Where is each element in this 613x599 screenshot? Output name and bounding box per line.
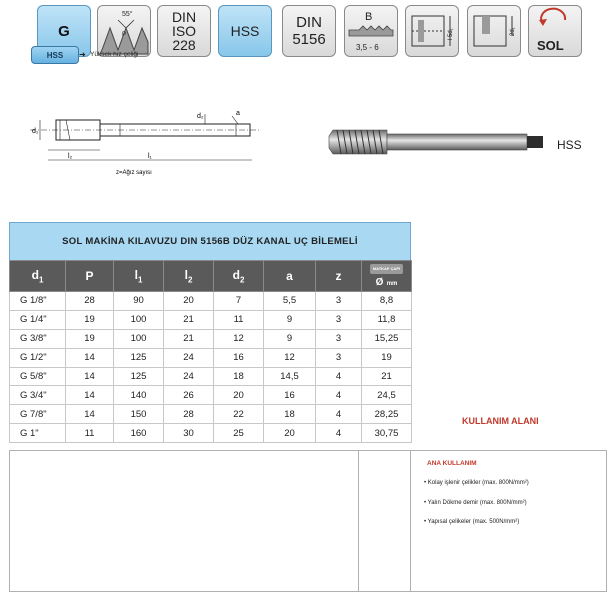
chamfer-form-icon (344, 5, 398, 57)
table-cell: 18 (264, 405, 316, 424)
usage-item: • Yapısal çelikeler (max. 500N/mm²) (424, 519, 520, 525)
table-cell: 19 (66, 329, 114, 348)
thread-angle-label: 55° (122, 11, 133, 18)
tap-product-image (327, 124, 545, 160)
table-cell: 20 (164, 292, 214, 311)
chamfer-letter: B (365, 11, 373, 23)
table-row (10, 424, 412, 443)
table-cell: 3 (316, 329, 362, 348)
table-cell: 25 (214, 424, 264, 443)
thread-type-label: G (58, 22, 70, 40)
direction-label: SOL (537, 38, 564, 53)
table-cell: 28 (66, 292, 114, 311)
table-cell: 22 (214, 405, 264, 424)
label-d2: d₂ (197, 113, 204, 120)
table-cell: 14,5 (264, 367, 316, 386)
table-cell: 30,75 (362, 424, 412, 443)
label-l2: l₂ (68, 153, 73, 160)
tap-spec-table (9, 222, 411, 443)
din-iso-228-icon (157, 5, 211, 57)
tolerance-1-icon (405, 5, 459, 57)
table-cell: 5,5 (264, 292, 316, 311)
header-l1: $l_1$ (114, 261, 164, 292)
material-label: HSS (230, 23, 260, 39)
table-cell: 28 (164, 405, 214, 424)
standard-2-line2: 5156 (292, 31, 326, 48)
table-cell: 100 (114, 310, 164, 329)
table-cell: G 1" (10, 424, 66, 443)
legend-hss-badge: HSS (31, 46, 79, 64)
table-cell: G 3/4" (10, 386, 66, 405)
table-cell: 12 (264, 348, 316, 367)
tolerance-1-label: l 5d₁ (448, 28, 454, 40)
table-row (10, 367, 412, 386)
standard-1-line2: ISO (171, 23, 197, 39)
table-cell: 4 (316, 405, 362, 424)
spec-grid (9, 260, 412, 443)
table-header-row (10, 261, 412, 292)
table-cell: 14 (66, 367, 114, 386)
table-cell: 24,5 (362, 386, 412, 405)
table-cell: 20 (264, 424, 316, 443)
header-a: a (264, 261, 316, 292)
header-drill-diameter: MATKAP ÇAPI Ø mm (362, 261, 412, 292)
usage-item: • Yalın Dökme demir (max. 800N/mm²) (424, 500, 527, 506)
label-d1: d₁ (32, 128, 39, 135)
table-cell: 19 (66, 310, 114, 329)
table-cell: 11,8 (362, 310, 412, 329)
photo-material-label: HSS (557, 138, 582, 152)
table-cell: 3 (316, 292, 362, 311)
table-cell: 125 (114, 348, 164, 367)
table-cell: 12 (214, 329, 264, 348)
table-cell: 19 (362, 348, 412, 367)
header-d2: $d_2$ (214, 261, 264, 292)
thread-profile-letter: P (122, 32, 127, 38)
legend-description: Yüksek hız çeliği (90, 51, 139, 58)
table-cell: 125 (114, 367, 164, 386)
standard-2-line1: DIN (296, 14, 322, 31)
din-5156-icon (282, 5, 336, 57)
table-cell: 3 (316, 348, 362, 367)
header-d1: $d_1$ (10, 261, 66, 292)
table-cell: 21 (362, 367, 412, 386)
tap-dimension-drawing (20, 106, 270, 184)
main-use-title: ANA KULLANIM (427, 460, 477, 467)
table-cell: 14 (66, 386, 114, 405)
header-l2: $l_2$ (164, 261, 214, 292)
table-cell: 9 (264, 310, 316, 329)
table-cell: 21 (164, 329, 214, 348)
table-row (10, 292, 412, 311)
table-cell: 24 (164, 348, 214, 367)
table-cell: 28,25 (362, 405, 412, 424)
table-cell: G 3/8" (10, 329, 66, 348)
table-cell: 15,25 (362, 329, 412, 348)
table-cell: 21 (164, 310, 214, 329)
usage-title: KULLANIM ALANI (462, 416, 539, 426)
hss-material-icon (218, 5, 272, 57)
label-l1: l₁ (148, 153, 152, 160)
table-cell: 11 (66, 424, 114, 443)
table-cell: G 1/4" (10, 310, 66, 329)
table-cell: 3 (316, 310, 362, 329)
table-cell: 30 (164, 424, 214, 443)
standard-1-line3: 228 (172, 37, 196, 53)
table-cell: G 1/8" (10, 292, 66, 311)
table-cell: 14 (66, 405, 114, 424)
table-cell: G 1/2" (10, 348, 66, 367)
table-cell: 16 (214, 348, 264, 367)
table-cell: 150 (114, 405, 164, 424)
table-cell: 4 (316, 424, 362, 443)
flute-note: z=Ağız sayısı (116, 170, 152, 176)
table-cell: G 5/8" (10, 367, 66, 386)
table-cell: 14 (66, 348, 114, 367)
standard-1-line1: DIN (171, 9, 197, 25)
table-row (10, 329, 412, 348)
table-cell: 160 (114, 424, 164, 443)
tolerance-2-icon (467, 5, 521, 57)
table-row (10, 310, 412, 329)
table-cell: 7 (214, 292, 264, 311)
table-title: SOL MAKİNA KILAVUZU DIN 5156B DÜZ KANAL UÇ BİLEMELİ (9, 222, 411, 260)
header-z: z (316, 261, 362, 292)
table-cell: 4 (316, 367, 362, 386)
usage-item: • Kolay işlenir çelikler (max. 800N/mm²) (424, 480, 529, 486)
thread-profile-icon (97, 5, 151, 57)
left-hand-direction-icon (528, 5, 582, 57)
table-cell: 11 (214, 310, 264, 329)
table-cell: 90 (114, 292, 164, 311)
table-cell: 20 (214, 386, 264, 405)
table-cell: 4 (316, 386, 362, 405)
table-cell: 100 (114, 329, 164, 348)
chamfer-range: 3,5 - 6 (356, 43, 379, 52)
table-cell: G 7/8" (10, 405, 66, 424)
table-cell: 16 (264, 386, 316, 405)
legend-divider (358, 451, 359, 591)
table-cell: 8,8 (362, 292, 412, 311)
table-cell: 18 (214, 367, 264, 386)
table-cell: 24 (164, 367, 214, 386)
table-row (10, 405, 412, 424)
header-p: P (66, 261, 114, 292)
arrow-icon: ➜ (79, 50, 86, 59)
label-a: a (236, 110, 240, 117)
table-row (10, 386, 412, 405)
table-row (10, 348, 412, 367)
legend-box (9, 450, 411, 592)
table-body (10, 292, 412, 443)
table-cell: 140 (114, 386, 164, 405)
table-cell: 26 (164, 386, 214, 405)
table-cell: 9 (264, 329, 316, 348)
tolerance-2-label: 2d₁ (510, 27, 516, 36)
